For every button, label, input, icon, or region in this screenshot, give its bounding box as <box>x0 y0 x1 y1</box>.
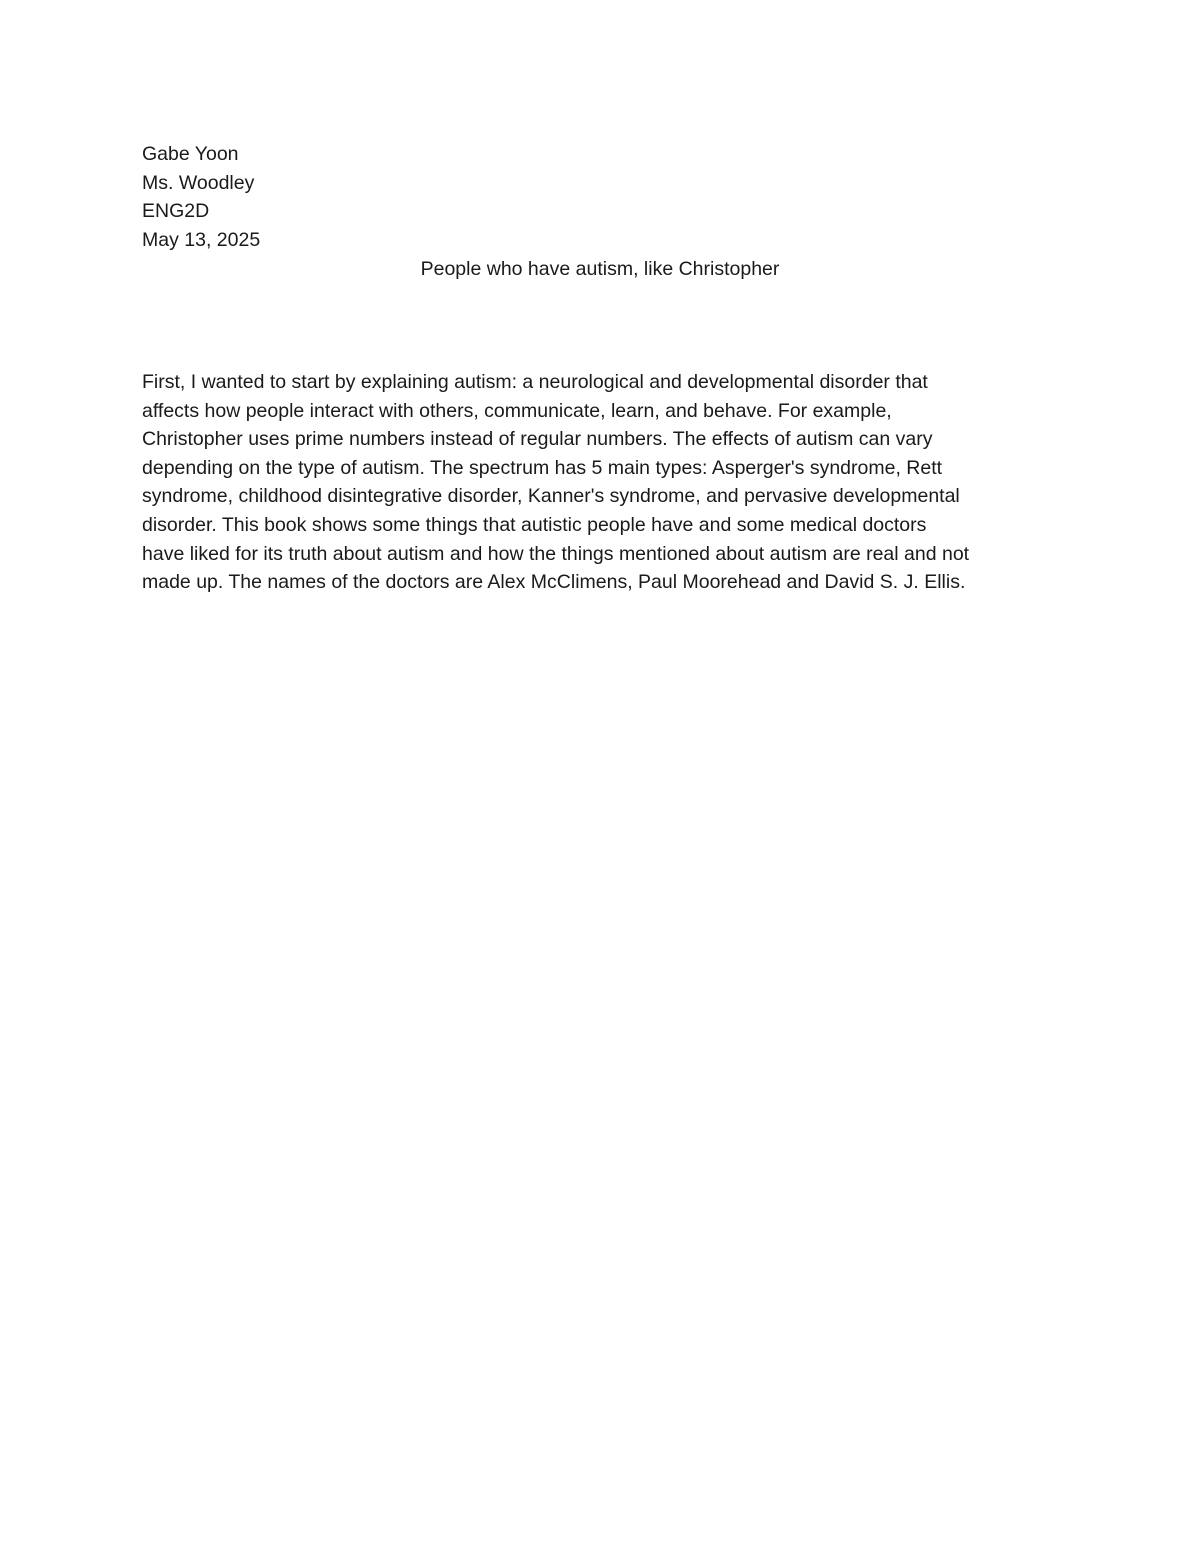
paragraph-line: Christopher uses prime numbers instead of regular numbers. The effects of autism can vary <box>142 428 933 451</box>
paragraph-line: depending on the type of autism. The spectrum has 5 main types: Asperger's syndrome, Rett <box>142 456 943 479</box>
teacher-name: Ms. Woodley <box>142 171 255 194</box>
paragraph-line: syndrome, childhood disintegrative disorder, Kanner's syndrome, and pervasive developmental <box>142 485 960 508</box>
course-code: ENG2D <box>142 200 210 223</box>
body-paragraph <box>142 368 1072 597</box>
paragraph-line: made up. The names of the doctors are Alex McClimens, Paul Moorehead and David S. J. Ellis. <box>142 571 966 594</box>
paragraph-line: disorder. This book shows some things that autistic people have and some medical doctors <box>142 513 927 536</box>
paragraph-line: affects how people interact with others, communicate, learn, and behave. For example, <box>142 399 892 422</box>
mla-heading <box>142 140 1058 284</box>
paragraph-line: First, I wanted to start by explaining autism: a neurological and developmental disorder that <box>142 371 928 393</box>
student-name: Gabe Yoon <box>142 143 239 165</box>
paragraph-line: have liked for its truth about autism and how the things mentioned about autism are real and not <box>142 542 970 565</box>
document-title: People who have autism, like Christopher <box>420 257 780 280</box>
date: May 13, 2025 <box>142 229 261 252</box>
